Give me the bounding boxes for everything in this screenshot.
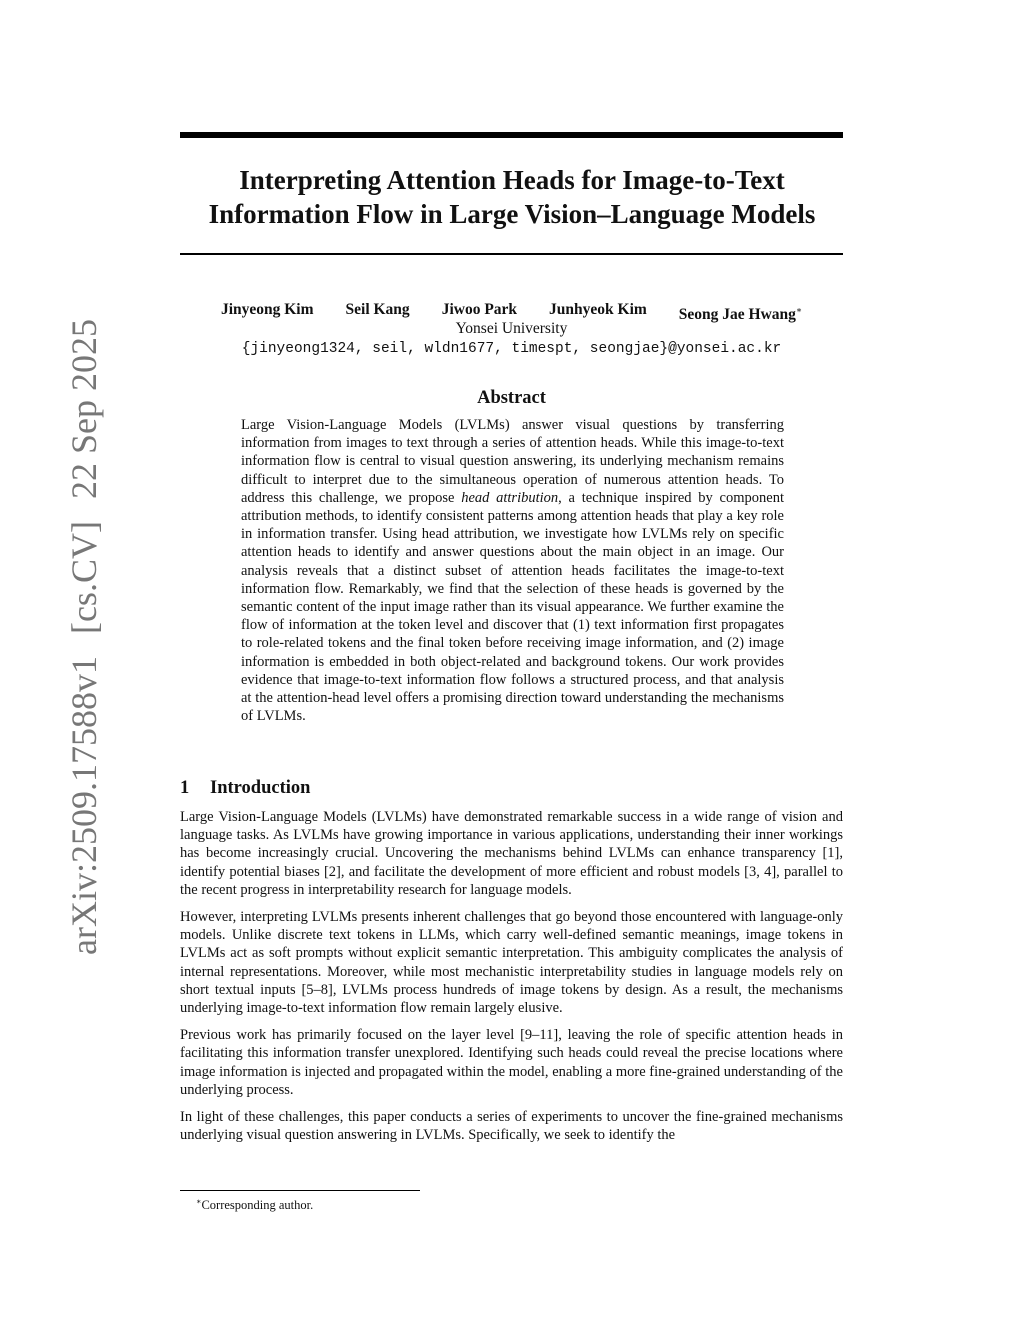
title-line-2: Information Flow in Large Vision–Language Models [208, 199, 816, 229]
author-name: Junhyeok Kim [549, 301, 647, 318]
author-name: Jinyeong Kim [220, 301, 314, 318]
footnote-text: Corresponding author. [201, 1198, 314, 1213]
author-name: Seil Kang [345, 301, 410, 318]
corresponding-author-mark: ∗ [795, 305, 803, 315]
author-name: Seong Jae Hwang [678, 306, 796, 324]
author-name: Jiwoo Park [441, 301, 518, 318]
arxiv-category: [cs.CV] [64, 521, 104, 635]
title-line-1: Interpreting Attention Heads for Image-to-Text [239, 165, 785, 195]
footnote-rule [180, 1190, 420, 1191]
section-heading-introduction [180, 776, 310, 800]
paragraph: However, interpreting LVLMs presents inherent challenges that go beyond those encountered with language-only models. Unlike discrete text tokens in LLMs, which carry well-defined semantic meanings, image tokens in LVLMs act as soft prompts without explicit semantic interpretation. This ambiguity complicates the analysis of internal representations. Moreover, while most mechanistic interpretability studies in language models rely on short textual inputs [5–8], LVLMs process hundreds of image tokens by design. As a result, the mechanisms underlying image-to-text information flow remain largely elusive. [180, 909, 843, 1017]
footnote-mark: ∗ [196, 1197, 202, 1206]
abstract-text-part-1: Large Vision-Language Models (LVLMs) answer visual questions by transferring information from images to text through a series of attention heads. While this image-to-text information flow is central to visual question answering, its underlying mechanism remains difficult to interpret due to the simultaneous operation of numerous attention heads. To address this challenge, we propose [241, 417, 784, 506]
paragraph: Large Vision-Language Models (LVLMs) have demonstrated remarkable success in a wide range of vision and language tasks. As LVLMs have growing importance in various applications, understanding their inner workings has become increasingly crucial. Uncovering the mechanisms behind LVLMs can enhance transparency [1], identify potential biases [2], and facilitate the development of more efficient and robust models [3, 4], parallel to the recent progress in interpretability research for language models. [180, 809, 843, 898]
abstract-text [241, 416, 784, 725]
arxiv-date: 22 Sep 2025 [64, 319, 104, 500]
abstract-text-part-2: , a technique inspired by component attribution methods, to identify consistent patterns among attention heads that play a key role in information transfer. Using head attribution, we investigate how LVLMs rely on specific attention heads to identify and answer questions about the main object in an image. Our analysis reveals that a distinct subset of attention heads facilitates the image-to-text information flow. Remarkably, we find that the selection of these heads is governed by the semantic content of the input image rather than its visual appearance. We further examine the flow of information at the token level and discover that (1) text information first propagates to role-related tokens and the final token before receiving image information, and (2) image information is embedded in both object-related and background tokens. Our work provides evidence that image-to-text information flow follows a structured process, and that analysis at the attention-head level offers a promising direction toward understanding the mechanisms of LVLMs. [241, 489, 784, 725]
section-title: Introduction [210, 778, 311, 798]
affiliation: Yonsei University [455, 320, 568, 337]
introduction-body [180, 808, 843, 1153]
section-number: 1 [180, 778, 190, 798]
abstract-heading: Abstract [477, 388, 546, 408]
author-emails: {jinyeong1324, seil, wldn1677, timespt, seongjae}@yonsei.ac.kr [241, 341, 782, 357]
arxiv-sidebar-stamp [64, 319, 104, 955]
footnote [196, 1194, 313, 1213]
paper-title [150, 163, 874, 231]
title-bottom-rule [180, 253, 843, 255]
arxiv-id: arXiv:2509.17588v1 [64, 656, 104, 955]
title-top-rule [180, 132, 843, 138]
abstract-emphasis: head attribution [461, 489, 559, 506]
paragraph: Previous work has primarily focused on the layer level [9–11], leaving the role of specific attention heads in facilitating this information transfer unexplored. Identifying such heads could reveal the precise locations where image information is injected and propagated within the model, enabling a more fine-grained understanding of the underlying process. [180, 1027, 843, 1098]
paragraph: In light of these challenges, this paper conducts a series of experiments to uncover the fine-grained mechanisms underlying visual question answering in LVLMs. Specifically, we seek to identify the [180, 1109, 843, 1144]
